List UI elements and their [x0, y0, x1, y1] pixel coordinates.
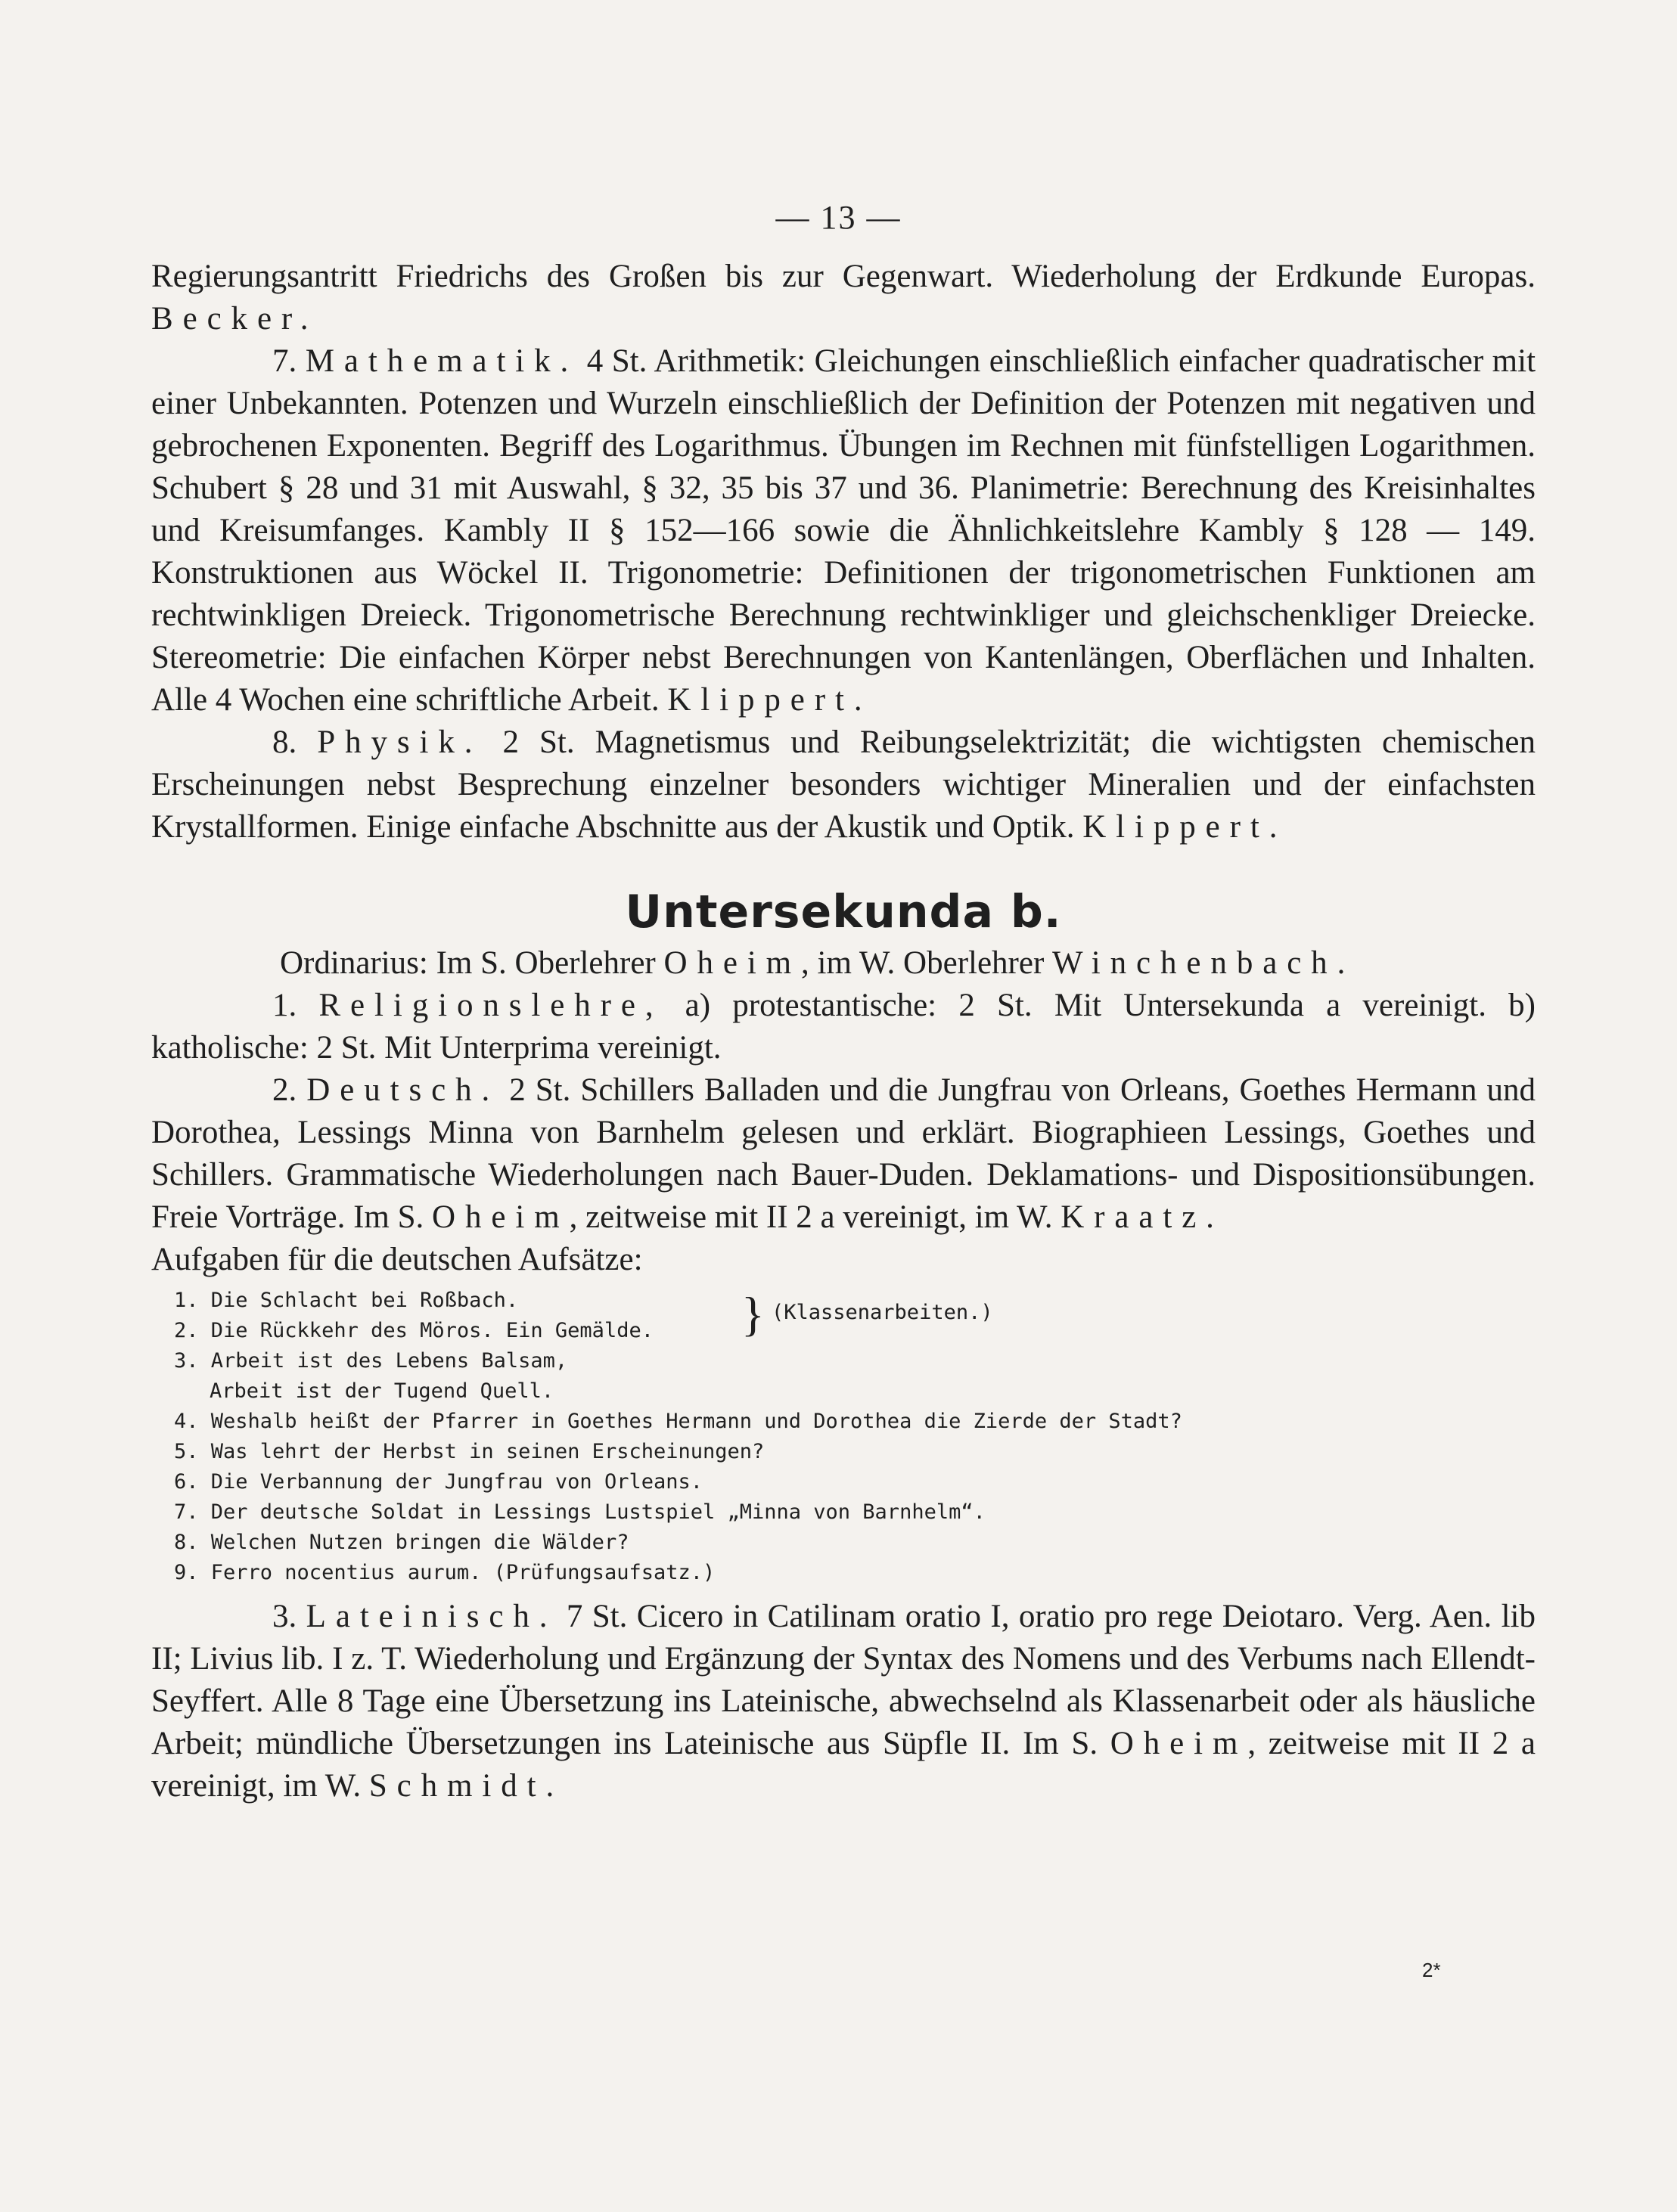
list-item: 2. Die Rückkehr des Möros. Ein Gemälde. — [174, 1319, 654, 1342]
page-number: — 13 — — [775, 199, 902, 236]
paragraph-ordinarius — [151, 942, 1536, 985]
list-item: 5. Was lehrt der Herbst in seinen Erscheinungen? — [174, 1440, 765, 1463]
paragraph-erdkunde — [151, 256, 1536, 340]
paragraph-religion — [151, 985, 1536, 1069]
lat-subject: Lateinisch. — [306, 1599, 557, 1634]
deu-text: 2 St. Schillers Balladen und die Jungfrau von Orleans, Goethes Hermann und Dorothea, Lessings Minna von Barnhelm gelesen und erklärt. Biographieen Lessings, Goethes und Schillers. Grammatische Wiederholungen nach Bauer-Duden. Deklamations- und Dispositionsübungen. Freie Vorträge. Im S. — [151, 1072, 1536, 1235]
deu-teacher-summer: Oheim — [432, 1199, 570, 1235]
list-item: 7. Der deutsche Soldat in Lessings Lustspiel „Minna von Barnhelm“. — [174, 1500, 986, 1524]
math-subject: Mathematik. — [305, 343, 579, 379]
list-item: 3. Arbeit ist des Lebens Balsam, — [174, 1349, 568, 1373]
paragraph-latein — [151, 1596, 1536, 1807]
deu-number: 2. — [272, 1072, 307, 1108]
section-heading: Untersekunda b. — [625, 886, 1062, 938]
lat-text: 7 St. Cicero in Catilinam oratio I, oratio pro rege Deiotaro. Verg. Aen. lib II; Livius lib. I z. T. Wiederholung und Ergänzung der Syntax des Nomens und des Verbums nach Ellendt-Seyffert. Alle 8 Tage eine Übersetzung ins Lateinische, abwechselnd als Klassenarbeit oder als häusliche Arbeit; mündliche Übersetzungen ins Lateinische aus Süpfle II. Im S. — [151, 1599, 1536, 1761]
math-teacher: Klippert. — [667, 682, 872, 718]
math-text: 4 St. Arithmetik: Gleichungen einschließlich einfacher quadratischer mit einer Unbekannten. Potenzen und Wurzeln einschließlich der Definition der Potenzen mit negativen und gebrochenen Exponenten. Begriff des Logarithmus. Übungen im Rechnen mit fünfstelligen Logarithmen. Schubert § 28 und 31 mit Auswahl, § 32, 35 bis 37 und 36. Planimetrie: Berechnung des Kreisinhaltes und Kreisumfanges. Kambly II § 152—166 sowie die Ähnlichkeitslehre Kambly § 128 — 149. Konstruktionen aus Wöckel II. Trigonometrie: Definitionen der trigonometrischen Funktionen am rechtwinkligen Dreieck. Trigonometrische Berechnung rechtwinkliger und gleichschenkliger Dreiecke. Stereometrie: Die einfachen Körper nebst Berechnungen von Kantenlängen, Oberflächen und Inhalten. Alle 4 Wochen eine schriftliche Arbeit. — [151, 343, 1536, 718]
erdkunde-teacher: Becker. — [151, 301, 318, 337]
ordinarius-label: Ordinarius: Im S. Oberlehrer — [280, 945, 664, 981]
curly-brace-icon: } — [741, 1287, 765, 1341]
rel-text: a) protestantische: 2 St. Mit Untersekunda a vereinigt. b) katholische: 2 St. Mit Unterprima vereinigt. — [151, 988, 1536, 1066]
phys-teacher: Klippert. — [1082, 809, 1287, 845]
paragraph-deutsch — [151, 1069, 1536, 1239]
deu-mid: , zeitweise mit II 2 a vereinigt, im W. — [569, 1199, 1061, 1235]
lat-teacher-summer: Oheim — [1110, 1726, 1248, 1761]
lat-teacher-winter: Schmidt. — [368, 1768, 564, 1804]
lat-number: 3. — [272, 1599, 306, 1634]
rel-subject: Religionslehre, — [318, 988, 663, 1023]
main-text — [151, 256, 1536, 1807]
ordinarius-name-summer: Oheim — [663, 945, 802, 981]
list-item: 9. Ferro nocentius aurum. (Prüfungsaufsatz.) — [174, 1561, 716, 1584]
list-item: 6. Die Verbannung der Jungfrau von Orleans. — [174, 1470, 703, 1494]
signature-mark: 2* — [1422, 1959, 1441, 1981]
math-number: 7. — [272, 343, 306, 379]
ordinarius-mid: , im W. Oberlehrer — [801, 945, 1053, 981]
paragraph-mathematik — [151, 340, 1536, 721]
phys-text: 2 St. Magnetismus und Reibungselektrizität; die wichtigsten chemischen Erscheinungen nebst Besprechung einzelner besonders wichtiger Mineralien und der einfachsten Krystallformen. Einige einfache Abschnitte aus der Akustik und Optik. — [151, 724, 1536, 845]
aufgaben-title: Aufgaben für die deutschen Aufsätze: — [151, 1242, 643, 1277]
deu-subject: Deutsch. — [306, 1072, 500, 1108]
essay-topics-list — [174, 1286, 1536, 1588]
phys-number: 8. — [272, 724, 318, 760]
brace-label: (Klassenarbeiten.) — [772, 1301, 993, 1324]
list-item: Arbeit ist der Tugend Quell. — [210, 1379, 554, 1403]
rel-number: 1. — [272, 988, 319, 1023]
list-item: 8. Welchen Nutzen bringen die Wälder? — [174, 1531, 629, 1554]
phys-subject: Physik. — [317, 724, 483, 760]
list-item: 1. Die Schlacht bei Roßbach. — [174, 1289, 519, 1312]
ordinarius-name-winter: Winchenbach. — [1052, 945, 1356, 981]
erdkunde-text: Regierungsantritt Friedrichs des Großen bis zur Gegenwart. Wiederholung der Erdkunde Europas. — [151, 259, 1536, 294]
paragraph-physik — [151, 721, 1536, 849]
lat-mid: , zeitweise mit II 2 a vereinigt, im W. — [151, 1726, 1536, 1804]
list-item: 4. Weshalb heißt der Pfarrer in Goethes Hermann und Dorothea die Zierde der Stadt? — [174, 1410, 1182, 1433]
deu-teacher-winter: Kraatz. — [1061, 1199, 1224, 1235]
